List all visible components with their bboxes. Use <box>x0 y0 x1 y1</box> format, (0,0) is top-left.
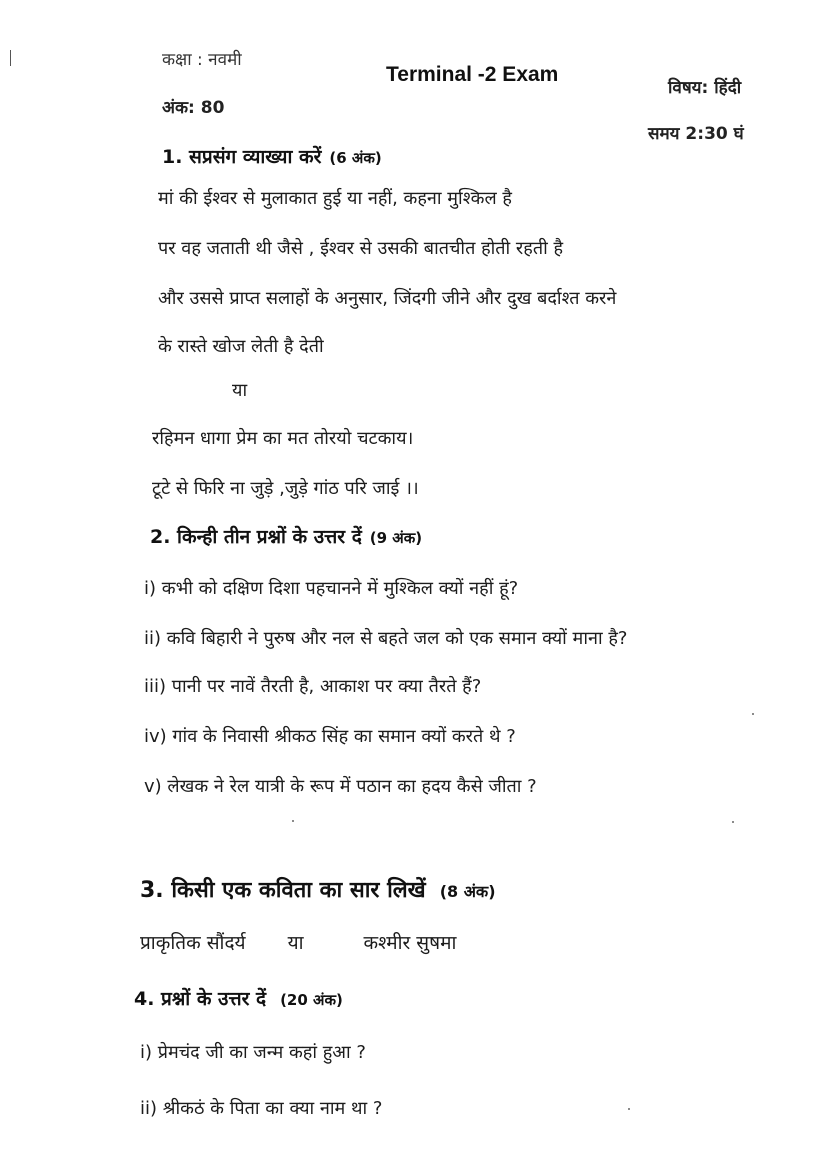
q1-heading-text: 1. सप्रसंग व्याख्या करें <box>162 146 322 168</box>
q3-options <box>140 932 456 955</box>
scan-speck <box>732 821 734 823</box>
q3-option-b: कश्मीर सुषमा <box>363 932 457 954</box>
q2-item: ii) कवि बिहारी ने पुरुष और नल से बहते जल को एक समान क्यों माना है? <box>144 628 628 649</box>
q3-or-text: या <box>287 932 304 954</box>
subject-label: विषय: हिंदी <box>668 78 742 98</box>
q3-heading <box>140 878 496 904</box>
q4-item: ii) श्रीकठं के पिता का क्या नाम था ? <box>140 1098 383 1119</box>
q1-passage-line: पर वह जताती थी जैसे , ईश्वर से उसकी बातचीत होती रहती है <box>158 238 564 259</box>
q3-option-a: प्राकृतिक सौंदर्य <box>140 932 246 954</box>
exam-title: Terminal -2 Exam <box>386 63 559 86</box>
q2-item: v) लेखक ने रेल यात्री के रूप में पठान का हदय कैसे जीता ? <box>144 776 537 797</box>
q1-passage-line: के रास्ते खोज लेती है देती <box>158 336 324 357</box>
q1-passage-line: और उससे प्राप्त सलाहों के अनुसार, जिंदगी जीने और दुख बर्दाश्त करने <box>158 288 617 309</box>
q4-item: i) प्रेमचंद जी का जन्म कहां हुआ ? <box>140 1042 366 1063</box>
q2-item: iv) गांव के निवासी श्रीकठ सिंह का समान क्यों करते थे ? <box>144 726 516 747</box>
q3-marks: (8 अंक) <box>439 882 496 901</box>
total-marks-label: अंक: 80 <box>162 98 225 118</box>
q4-heading <box>134 988 343 1011</box>
q4-heading-text: 4. प्रश्नों के उत्तर दें <box>134 988 267 1010</box>
q1-or-text: या <box>232 380 248 401</box>
scan-speck <box>292 820 294 822</box>
q2-heading-text: 2. किन्ही तीन प्रश्नों के उत्तर दें <box>150 526 362 548</box>
q1-couplet-line: टूटे से फिरि ना जुड़े ,जुड़े गांठ परि जाई ।। <box>152 478 419 499</box>
q2-marks: (9 अंक) <box>369 529 423 547</box>
q4-marks: (20 अंक) <box>280 991 343 1009</box>
q1-passage-line: मां की ईश्वर से मुलाकात हुई या नहीं, कहना मुश्किल है <box>158 188 512 209</box>
scan-edge-mark <box>10 50 11 66</box>
scan-speck <box>752 713 754 715</box>
q1-heading <box>162 146 382 169</box>
q1-marks: (6 अंक) <box>329 149 382 167</box>
time-label: समय 2:30 घं <box>648 124 744 144</box>
class-label: कक्षा : नवमी <box>162 50 242 70</box>
q2-item: i) कभी को दक्षिण दिशा पहचानने में मुश्किल क्यों नहीं हूं? <box>144 578 519 599</box>
scan-speck <box>628 1108 630 1110</box>
q1-couplet-line: रहिमन धागा प्रेम का मत तोरयो चटकाय। <box>152 428 414 449</box>
q3-heading-text: 3. किसी एक कविता का सार लिखें <box>140 878 426 903</box>
q2-heading <box>150 526 422 549</box>
q2-item: iii) पानी पर नावें तैरती है, आकाश पर क्या तैरते हैं? <box>144 676 482 697</box>
